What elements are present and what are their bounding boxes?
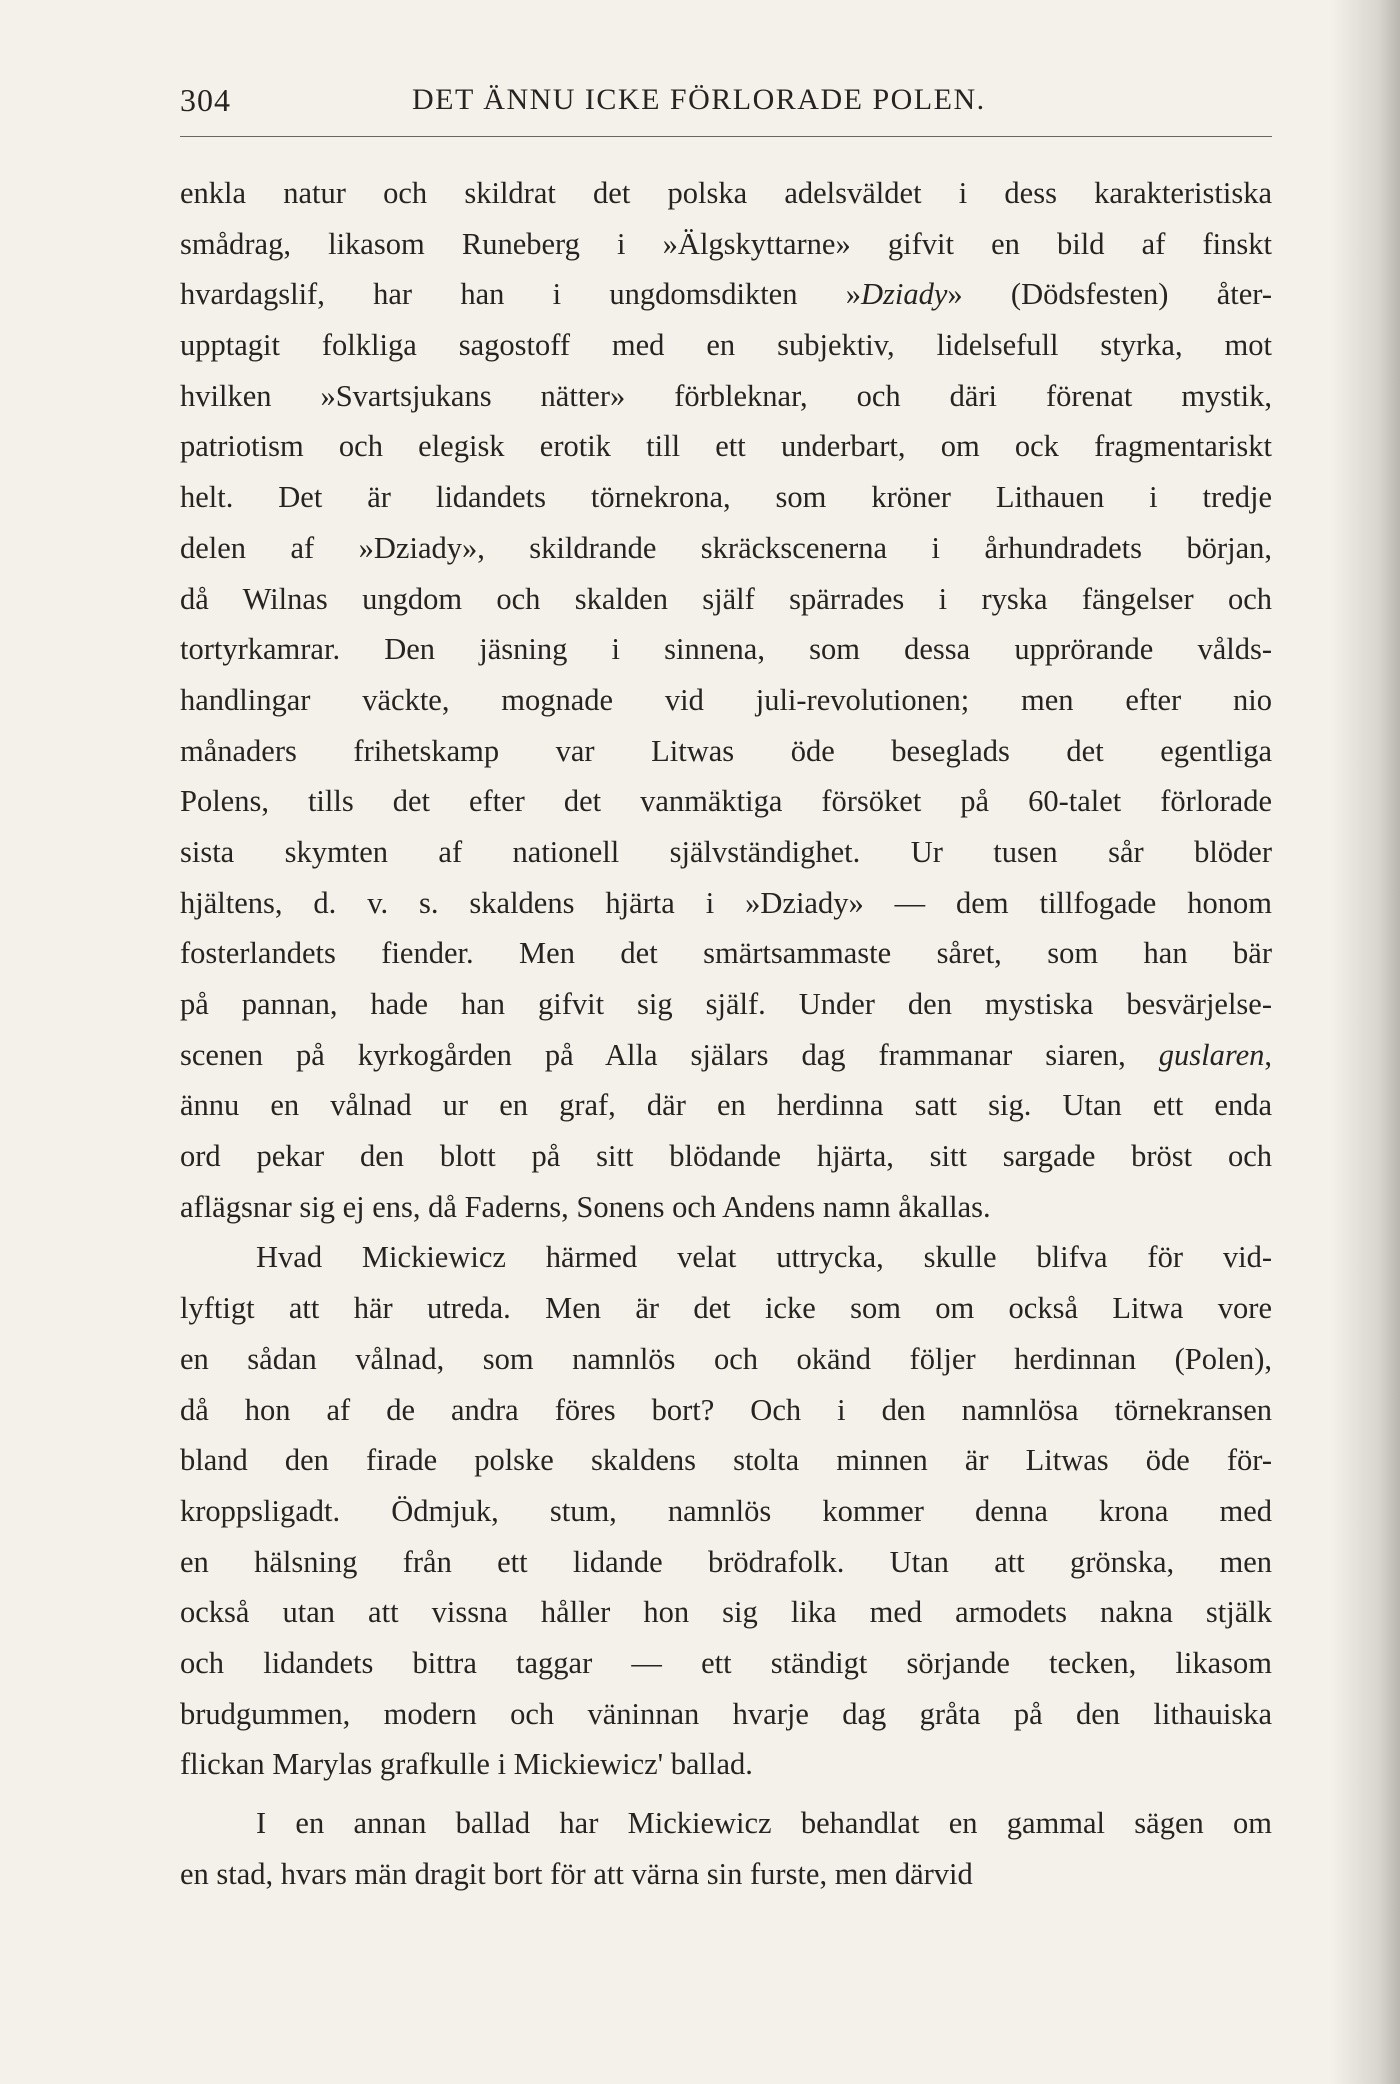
text-line xyxy=(180,1385,1272,1436)
page-edge-shadow xyxy=(1330,0,1400,2084)
running-title: DET ÄNNU ICKE FÖRLORADE POLEN. xyxy=(412,83,986,116)
text-segment: månaders frihetskamp var Litwas öde beseglads det egentliga xyxy=(180,733,1272,768)
text-line xyxy=(180,168,1272,219)
text-segment: bland den firade polske skaldens stolta minnen är Litwas öde för- xyxy=(180,1443,1272,1478)
text-segment: » (Dödsfesten) åter- xyxy=(947,277,1272,312)
text-line xyxy=(180,1334,1272,1385)
text-line xyxy=(180,472,1272,523)
text-line xyxy=(180,1849,1272,1900)
text-segment: hvilken »Svartsjukans nätter» förbleknar, och däri förenat mystik, xyxy=(180,378,1272,413)
text-segment: flickan Marylas grafkulle i Mickiewicz' ballad. xyxy=(180,1747,753,1782)
text-line xyxy=(180,1283,1272,1334)
text-line xyxy=(180,675,1272,726)
text-segment: upptagit folkliga sagostoff med en subjektiv, lidelsefull styrka, mot xyxy=(180,328,1272,363)
text-segment: hjältens, d. v. s. skaldens hjärta i »Dziady» — dem tillfogade honom xyxy=(180,885,1272,920)
text-segment: fosterlandets fiender. Men det smärtsammaste såret, som han bär xyxy=(180,936,1272,971)
text-line xyxy=(180,219,1272,270)
text-line xyxy=(180,1587,1272,1638)
text-line xyxy=(180,928,1272,979)
text-segment: en hälsning från ett lidande brödrafolk. Utan att grönska, men xyxy=(180,1544,1272,1579)
text-line xyxy=(180,320,1272,371)
text-line xyxy=(180,624,1272,675)
text-line xyxy=(180,1537,1272,1588)
text-line xyxy=(180,726,1272,777)
text-segment: patriotism och elegisk erotik till ett underbart, om ock fragmentariskt xyxy=(180,429,1272,464)
text-line xyxy=(180,1798,1272,1849)
text-segment: scenen på kyrkogården på Alla själars dag frammanar siaren, xyxy=(180,1037,1159,1072)
text-line xyxy=(180,1739,1272,1790)
paragraph xyxy=(180,1798,1272,1899)
text-segment: smådrag, likasom Runeberg i »Älgskyttarne» gifvit en bild af finskt xyxy=(180,226,1272,261)
italic-text: Dziady xyxy=(860,277,948,312)
text-segment: ännu en vålnad ur en graf, där en herdinna satt sig. Utan ett enda xyxy=(180,1088,1272,1123)
text-segment: Hvad Mickiewicz härmed velat uttrycka, skulle blifva för vid- xyxy=(256,1240,1272,1275)
text-segment: handlingar väckte, mognade vid juli-revolutionen; men efter nio xyxy=(180,682,1272,717)
text-line xyxy=(180,1131,1272,1182)
text-segment: hvardagslif, har han i ungdomsdikten » xyxy=(180,277,861,312)
text-line xyxy=(180,878,1272,929)
text-segment: då Wilnas ungdom och skalden själf spärrades i ryska fängelser och xyxy=(180,581,1272,616)
text-segment: tortyrkamrar. Den jäsning i sinnena, som dessa upprörande vålds- xyxy=(180,632,1272,667)
text-line xyxy=(180,1689,1272,1740)
text-line xyxy=(180,574,1272,625)
text-line xyxy=(180,1435,1272,1486)
text-segment: på pannan, hade han gifvit sig själf. Under den mystiska besvärjelse- xyxy=(180,987,1272,1021)
body-text xyxy=(180,168,1272,1899)
text-line xyxy=(180,979,1272,1030)
text-segment: en sådan vålnad, som namnlös och okänd följer herdinnan (Polen), xyxy=(180,1341,1272,1376)
text-segment: brudgummen, modern och väninnan hvarje dag gråta på den lithauiska xyxy=(180,1696,1272,1731)
paragraph xyxy=(180,1232,1272,1790)
text-line xyxy=(180,523,1272,574)
text-line xyxy=(180,1182,1272,1233)
text-segment: Polens, tills det efter det vanmäktiga försöket på 60-talet förlorade xyxy=(180,784,1272,819)
text-line xyxy=(180,269,1272,320)
text-line xyxy=(180,1486,1272,1537)
header-rule xyxy=(180,136,1272,137)
text-segment: kroppsligadt. Ödmjuk, stum, namnlös kommer denna krona med xyxy=(180,1493,1272,1528)
text-segment: helt. Det är lidandets törnekrona, som kröner Lithauen i tredje xyxy=(180,480,1272,515)
text-segment: , xyxy=(1264,1037,1272,1072)
text-segment: lyftigt att här utreda. Men är det icke som om också Litwa vore xyxy=(180,1291,1272,1326)
italic-text: guslaren xyxy=(1158,1037,1265,1072)
text-segment: en stad, hvars män dragit bort för att värna sin furste, men därvid xyxy=(180,1856,973,1891)
text-segment: aflägsnar sig ej ens, då Faderns, Sonens och Andens namn åkallas. xyxy=(180,1189,991,1224)
text-line xyxy=(180,371,1272,422)
text-segment: också utan att vissna håller hon sig lika med armodets nakna stjälk xyxy=(180,1595,1272,1630)
text-segment: enkla natur och skildrat det polska adelsväldet i dess karakteristiska xyxy=(180,176,1272,210)
paragraph xyxy=(180,168,1272,1232)
text-segment: ord pekar den blott på sitt blödande hjärta, sitt sargade bröst och xyxy=(180,1139,1272,1174)
text-segment: och lidandets bittra taggar — ett ständigt sörjande tecken, likasom xyxy=(180,1645,1272,1680)
text-line xyxy=(180,1638,1272,1689)
text-segment: då hon af de andra föres bort? Och i den namnlösa törnekransen xyxy=(180,1392,1272,1427)
text-line xyxy=(180,1232,1272,1283)
text-segment: sista skymten af nationell självständighet. Ur tusen sår blöder xyxy=(180,834,1272,869)
text-line xyxy=(180,827,1272,878)
text-segment: I en annan ballad har Mickiewicz behandlat en gammal sägen om xyxy=(256,1806,1272,1840)
page-number: 304 xyxy=(180,82,231,118)
text-line xyxy=(180,776,1272,827)
text-segment: delen af »Dziady», skildrande skräckscenerna i århundradets början, xyxy=(180,530,1272,565)
text-line xyxy=(180,1030,1272,1081)
text-line xyxy=(180,421,1272,472)
page-header xyxy=(180,78,1272,122)
text-line xyxy=(180,1080,1272,1131)
